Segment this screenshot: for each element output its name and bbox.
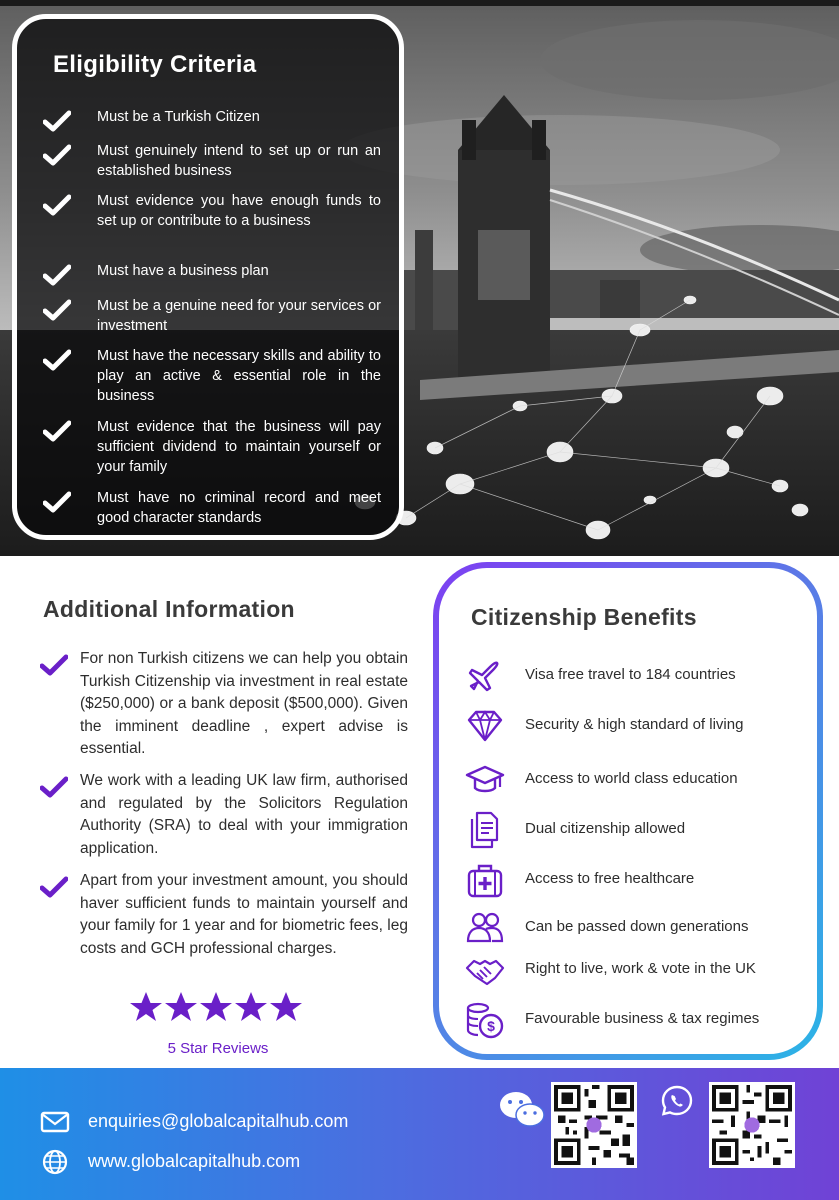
five-star-rating bbox=[130, 990, 302, 1030]
star-icon bbox=[235, 992, 267, 1021]
benefit-item bbox=[465, 1000, 805, 1040]
eligibility-item-text: Must evidence that the business will pay sufficient dividend to maintain yourself or your family bbox=[97, 419, 381, 475]
benefits-title: Citizenship Benefits bbox=[471, 604, 697, 630]
email-link[interactable] bbox=[40, 1108, 400, 1136]
star-reviews-label: 5 Star Reviews bbox=[167, 1040, 269, 1057]
eligibility-title: Eligibility Criteria bbox=[53, 51, 257, 78]
eligibility-item bbox=[41, 417, 381, 477]
additional-info-text: For non Turkish citizens we can help you obtain Turkish Citizenship via investment in real estate ($250,000) or a bank deposit ($500,000). Given the imminent deadline , expert advise is essential. bbox=[80, 650, 408, 757]
documents-icon bbox=[465, 810, 505, 850]
benefit-item bbox=[465, 950, 805, 990]
benefit-label: Access to world class education bbox=[525, 770, 738, 787]
eligibility-item bbox=[41, 261, 381, 283]
wechat-icon[interactable] bbox=[498, 1088, 548, 1132]
family-icon bbox=[465, 908, 505, 948]
eligibility-item bbox=[41, 107, 381, 129]
graduation-cap-icon bbox=[465, 760, 505, 800]
star-icon bbox=[130, 992, 162, 1021]
eligibility-item bbox=[41, 296, 381, 336]
benefit-label: Security & high standard of living bbox=[525, 716, 744, 733]
additional-info-item bbox=[40, 870, 408, 982]
coins-icon bbox=[465, 1000, 505, 1040]
checkmark-icon bbox=[40, 776, 68, 798]
diamond-icon bbox=[465, 706, 505, 746]
checkmark-icon bbox=[43, 264, 71, 286]
checkmark-icon bbox=[40, 876, 68, 898]
benefit-label: Dual citizenship allowed bbox=[525, 820, 686, 837]
eligibility-item bbox=[41, 141, 381, 181]
checkmark-icon bbox=[43, 110, 71, 132]
eligibility-item bbox=[41, 346, 381, 406]
checkmark-icon bbox=[43, 144, 71, 166]
eligibility-item-text: Must have no criminal record and meet good character standards bbox=[97, 490, 381, 526]
website-address: www.globalcapitalhub.com bbox=[88, 1151, 301, 1171]
medical-kit-icon bbox=[465, 860, 505, 900]
checkmark-icon bbox=[43, 349, 71, 371]
eligibility-item-text: Must evidence you have enough funds to set up or contribute to a business bbox=[97, 193, 381, 229]
top-border bbox=[0, 0, 839, 6]
benefit-item bbox=[465, 706, 805, 746]
benefit-item bbox=[465, 908, 805, 948]
eligibility-item bbox=[41, 488, 381, 528]
globe-icon bbox=[40, 1148, 70, 1176]
benefits-card bbox=[439, 568, 817, 1054]
benefit-item bbox=[465, 860, 805, 900]
eligibility-item bbox=[41, 191, 381, 251]
benefit-label: Visa free travel to 184 countries bbox=[525, 666, 736, 683]
star-icon bbox=[200, 992, 232, 1021]
whatsapp-qr-code[interactable] bbox=[709, 1082, 795, 1168]
benefit-label: Can be passed down generations bbox=[525, 918, 749, 935]
qr-pattern bbox=[712, 1085, 792, 1165]
additional-info-text: We work with a leading UK law firm, authorised and regulated by the Solicitors Regulation Authority (SRA) to deal with your immigration application. bbox=[80, 772, 408, 857]
additional-info-item bbox=[40, 648, 408, 760]
benefit-label: Favourable business & tax regimes bbox=[525, 1010, 760, 1027]
checkmark-icon bbox=[43, 420, 71, 442]
additional-info-text: Apart from your investment amount, you should haver sufficient funds to maintain yourself and your family for 1 year and for biometric fees, leg costs and GCH professional charges. bbox=[80, 872, 408, 957]
benefit-label: Right to live, work & vote in the UK bbox=[525, 960, 756, 977]
whatsapp-icon[interactable] bbox=[660, 1084, 694, 1118]
eligibility-item-text: Must be a Turkish Citizen bbox=[97, 109, 260, 125]
additional-info-title: Additional Information bbox=[43, 596, 295, 622]
handshake-icon bbox=[465, 950, 505, 990]
eligibility-item-text: Must have the necessary skills and ability to play an active & essential role in the business bbox=[97, 348, 381, 404]
checkmark-icon bbox=[40, 654, 68, 676]
website-link[interactable] bbox=[40, 1148, 400, 1176]
checkmark-icon bbox=[43, 299, 71, 321]
envelope-icon bbox=[40, 1108, 70, 1136]
eligibility-item-text: Must be a genuine need for your services or investment bbox=[97, 298, 381, 334]
eligibility-item-text: Must genuinely intend to set up or run an established business bbox=[97, 143, 381, 179]
airplane-icon bbox=[465, 656, 505, 696]
star-icon bbox=[165, 992, 197, 1021]
benefit-item bbox=[465, 656, 805, 696]
svg-text:$: $ bbox=[487, 1018, 495, 1034]
eligibility-card bbox=[12, 14, 404, 540]
benefit-label: Access to free healthcare bbox=[525, 870, 695, 887]
eligibility-item-text: Must have a business plan bbox=[97, 263, 269, 279]
contact-footer bbox=[0, 1068, 839, 1200]
wechat-qr-code[interactable] bbox=[551, 1082, 637, 1168]
checkmark-icon bbox=[43, 491, 71, 513]
email-address: enquiries@globalcapitalhub.com bbox=[88, 1111, 349, 1131]
benefit-item bbox=[465, 760, 805, 800]
benefits-card-border bbox=[433, 562, 823, 1060]
qr-pattern bbox=[554, 1085, 634, 1165]
benefit-item bbox=[465, 810, 805, 850]
checkmark-icon bbox=[43, 194, 71, 216]
additional-info-item bbox=[40, 770, 408, 860]
star-icon bbox=[270, 992, 302, 1021]
